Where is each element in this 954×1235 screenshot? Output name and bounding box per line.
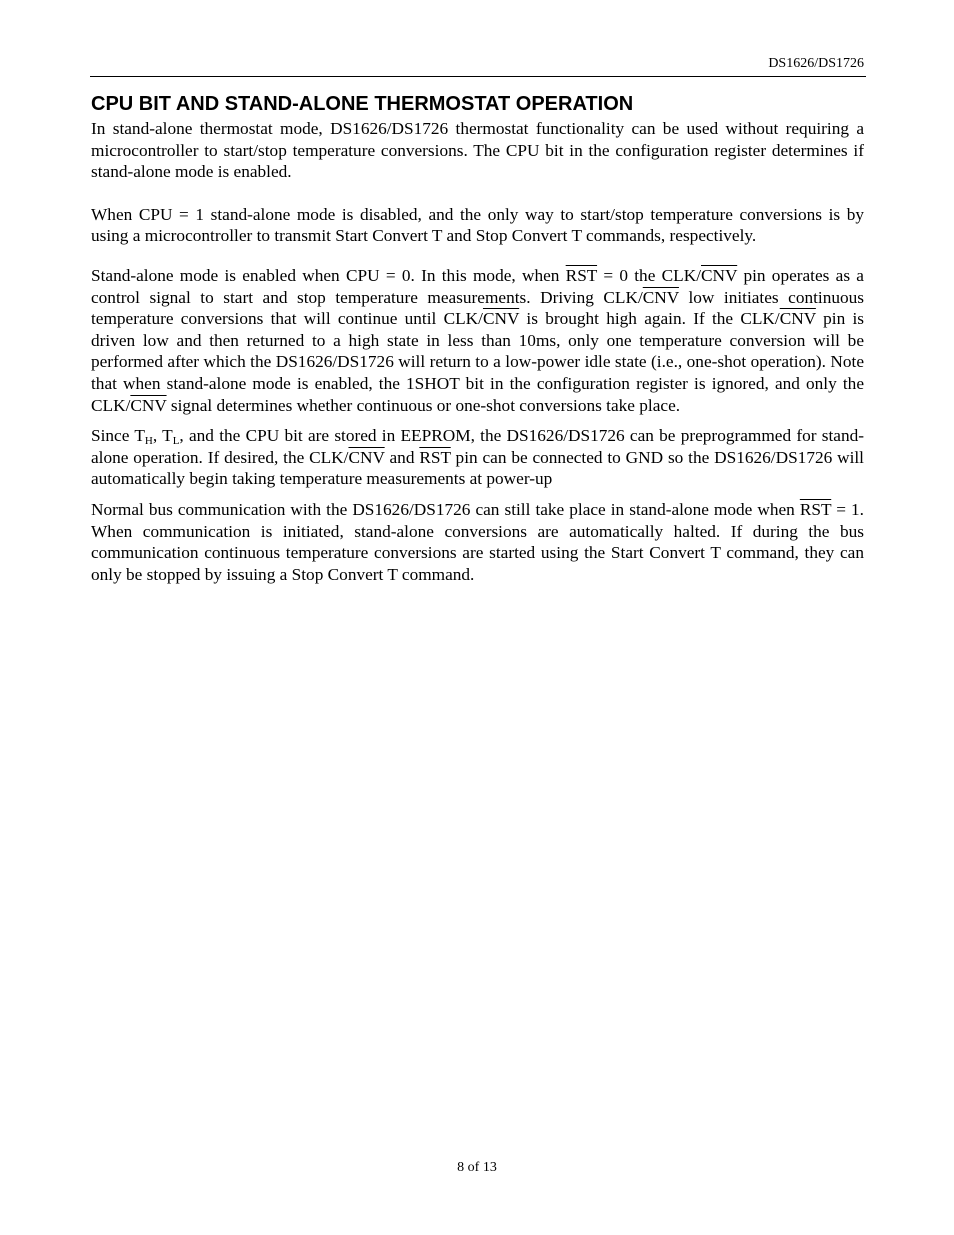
page-content bbox=[91, 92, 864, 585]
text-run: Stand-alone mode is enabled when CPU = 0. In this mode, when bbox=[91, 265, 566, 285]
rst-signal: $\overline{RST}$ bbox=[565, 265, 598, 285]
text-run: = 1. When communication is initiated, stand-alone conversions are automatically halted. If during the bus communication continuous temperature conversions are started using the Start Convert T command, they can only be stopped by issuing a Stop Convert T command. bbox=[91, 499, 864, 584]
cnv-signal: $\overline{CNV}$ bbox=[779, 309, 816, 329]
text-run: and bbox=[384, 447, 420, 467]
subscript-l: L bbox=[172, 435, 180, 448]
cnv-signal: $\overline{CNV}$ bbox=[348, 447, 385, 467]
text-run: , and the CPU bit are stored in EEPROM, the DS1626/DS1726 can be preprogrammed for stand-alone operation. If desired, the CLK/ bbox=[91, 426, 864, 467]
text-run: Normal bus communication with the DS1626/DS1726 can still take place in stand-alone mode when bbox=[91, 499, 800, 519]
text-run: , T bbox=[152, 426, 173, 446]
text-run: pin can be connected to GND so the DS1626/DS1726 will automatically begin taking temperature measurements at power-up bbox=[91, 447, 864, 489]
text-run: pin operates as a control signal to start and stop temperature measurements. Driving CLK/ bbox=[91, 265, 864, 307]
rst-signal: $\overline{RST}$ bbox=[799, 499, 832, 519]
cnv-signal: $\overline{CNV}$ bbox=[642, 287, 679, 307]
paragraph-eeprom-preprogram bbox=[91, 425, 864, 490]
rst-signal: $\overline{RST}$ bbox=[419, 447, 451, 467]
section-title: CPU BIT AND STAND-ALONE THERMOSTAT OPERATION bbox=[91, 93, 634, 115]
text-run: low initiates continuous temperature conversions that will continue until CLK/ bbox=[91, 287, 864, 329]
cnv-signal: $\overline{CNV}$ bbox=[130, 395, 167, 415]
text-run: = 0 the CLK/ bbox=[597, 265, 701, 285]
paragraph-standalone-enabled bbox=[91, 265, 864, 416]
paragraph-standalone-intro: In stand-alone thermostat mode, DS1626/DS1726 thermostat functionality can be used without requiring a microcontroller to start/stop temperature conversions. The CPU bit in the configuration register determines if stand-alone mode is enabled. bbox=[91, 119, 864, 182]
cnv-signal: $\overline{CNV}$ bbox=[701, 265, 738, 285]
text-run: Since T bbox=[91, 426, 145, 446]
paragraph-cpu-disabled: When CPU = 1 stand-alone mode is disabled, and the only way to start/stop temperature conversions is by using a microcontroller to transmit Start Convert T and Stop Convert T commands, respectively. bbox=[91, 204, 864, 246]
paragraph-bus-communication bbox=[91, 499, 864, 585]
subscript-h: H bbox=[144, 435, 153, 448]
document-reference: DS1626/DS1726 bbox=[768, 56, 864, 71]
text-run: signal determines whether continuous or one-shot conversions take place. bbox=[166, 395, 681, 415]
cnv-signal: $\overline{CNV}$ bbox=[482, 309, 520, 329]
text-run: pin is driven low and then returned to a high state in less than 10ms, only one temperature conversion will be performed after which the DS1626/DS1726 will return to a low-power idle state (i.e., one-shot operation). Note that when stand-alone mode is enabled, the 1SHOT bit in the configuration register is ignored, and only the CLK/ bbox=[91, 309, 865, 415]
page-number: 8 of 13 bbox=[457, 1160, 497, 1175]
text-run: is brought high again. If the CLK/ bbox=[519, 309, 780, 329]
header-divider bbox=[90, 76, 866, 77]
